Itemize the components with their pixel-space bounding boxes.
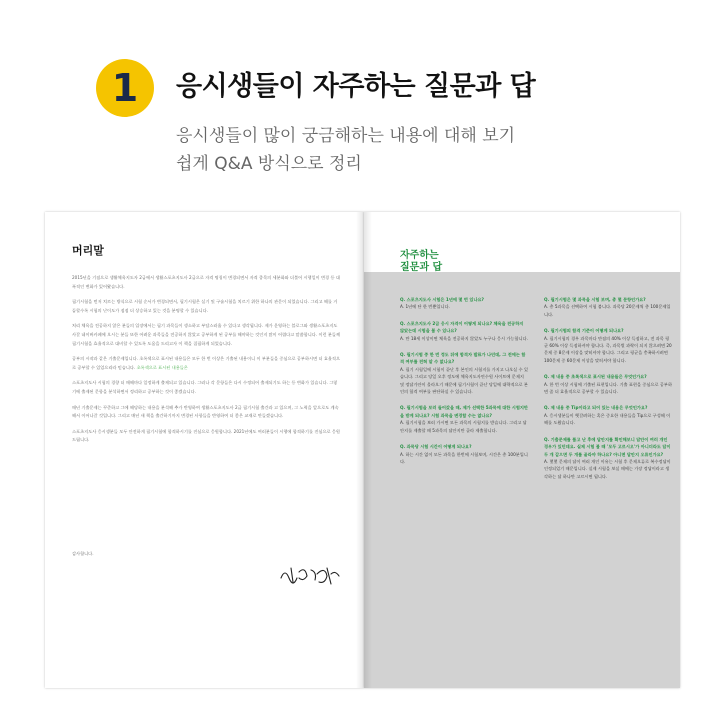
qa-column-left (400, 296, 528, 474)
section-number: 1 (111, 66, 139, 110)
qa-answer: A. 필기 시험일에 시험이 끝난 후 본인의 시험지를 가지고 나오실 수 있습니다. 그리고 당일 오후 정도에 체육지도자연수원 사이트에 문제지 및 정답가안이 올라오기 때문에 필기시험이 끝난 당일에 대략적으로 본인의 합격 여부를 판단하실 수 있습니다. (400, 366, 528, 395)
qa-answer: A. 필기시험을 보러 가시면 모든 과목의 시험지를 받습니다. 그리고 답안지를 제출할 때 5과목의 답안지만 골라 제출합니다. (400, 420, 527, 433)
qa-question: Q. 과목당 시험 시간이 어떻게 되나요? (400, 444, 472, 450)
qa-title-line: 질문과 답 (400, 262, 443, 273)
qa-question: Q. 필기시험은 몇 과목을 시험 보며, 총 몇 문항인가요? (544, 297, 646, 302)
preface-page (45, 212, 364, 688)
preface-paragraph: 처리 체육을 전공하지 않은 분들의 입장에서는 필기 과목들이 생소하고 부담스러울 수 있다고 생각됩니다. 제가 운영하는 블로그와 생활스포츠지도사갈 네이버카페에 오시는 분들 또한 어려운 과목들을 전공하지 않았고 공부하게 된 공부를 해야하는 것인지 많이 어렵다고 말씀합니다. 이런 분들께 필기시험을 효율적으로 대비할 수 있도록 도움을 드리고자 이 책을 집필하게 되었습니다. (72, 323, 341, 346)
preface-paragraph: 스포츠지도사 응시생분들 모두 안전하게 필기시험에 합격하시기를 진심으로 응원합니다. 2021년에도 여러분들이 시행에 합격하기를 진심으로 응원드립니다. (72, 428, 340, 443)
qa-answer: A. 응시생분들이 헷갈려하는 혹은 중요한 내용들을 Tip으로 구성해 이해를 도왔습니다. (544, 412, 671, 426)
book-spread (45, 212, 680, 688)
qa-question: Q. 제 내용 중 초록색으로 표시된 내용들은 무엇인가요? (544, 374, 647, 380)
preface-closing: 감사합니다. (72, 551, 94, 556)
page-gutter (356, 212, 372, 688)
preface-paragraph: 2015년을 기점으로 생활체육지도자 2급에서 생활스포츠지도사 2급으로 자격 명칭이 변경되면서 자격 종목의 세분화와 더불어 시행일이 변경 등 대폭적인 변화가 있어왔습니다. (72, 275, 340, 289)
qa-question: Q. 필기시험의 합격 기준이 어떻게 되나요? (544, 328, 624, 334)
qa-item (544, 404, 672, 426)
qa-question: Q. 제 내용 중 Tip이라고 되어 있는 내용은 무엇인가요? (544, 405, 648, 411)
qa-answer: A. 한 번 이상 시험에 기출된 표현입니다. 기출 표현을 중심으로 공부하면 좀 더 효율적으로 공부할 수 있습니다. (544, 381, 672, 395)
qa-answer: A. 만 18세 이상이면 체육을 전공하지 않았도 누구나 응시 가능합니다. (400, 335, 528, 341)
section-subtitle (176, 122, 515, 178)
qa-question: Q. 스포츠지도사 2급 응시 자격이 어떻게 되나요? 체육을 전공하지 않았는데 시험을 볼 수 있나요? (400, 320, 524, 334)
section-number-badge (96, 59, 154, 117)
qa-answer: A. 하는 시간 없이 모든 과목을 한번에 시험보며, 시간은 총 100분입니다. (400, 451, 528, 464)
qa-column-right (544, 296, 672, 489)
author-signature-image (277, 560, 341, 590)
subtitle-line: 응시생들이 많이 궁금해하는 내용에 대해 보기 (176, 126, 516, 146)
qa-item (400, 404, 528, 434)
preface-paragraph: 공부의 시작과 같은 기출문제입니다. 초록색으로 표시된 내용들은 모두 한 번 이상은 기출된 내용이니 이 부분들을 중심으로 공부하시면 더 효율적으로 공부할 수 있었으리라 믿습니다. (72, 356, 341, 370)
qa-answer: A. 몇몇 문제의 답이 여러 개인 이유는 시험 후 문제오류로 복수정답이 인정되었기 때문입니다. 실제 시험을 보실 때에는 가장 정답이라고 생각하는 답 하나만 고르시면 됩니다. (544, 458, 671, 479)
preface-highlight: 초록색으로 표시된 내용들은 (136, 364, 188, 370)
subtitle-line: 쉽게 Q&A 방식으로 정리 (176, 154, 362, 174)
qa-title-line: 자주하는 (400, 250, 439, 261)
qa-item (544, 327, 672, 364)
preface-paragraph: 스포츠지도사 시험의 경향 더 매해마다 일정하게 출제되고 있습니다. 그러나 각 문항들은 다시 수정되어 출제되기도 하는 등 변화가 있습니다. 그렇기에 출제된 문항을 분석하면서 정리하고 공부하는 것이 좋겠습니다. (72, 380, 338, 394)
qa-page (364, 212, 680, 688)
preface-paragraph: 필기시험을 먼저 치르는 방식으로 시험 순서가 변경되면서, 필기시험은 실기 및 구술시험을 치르기 위한 하나의 관문이 되었습니다. 그리고 해를 거듭할수록 시험의 난이도가 점점 더 상승하고 있는 것을 분명할 수 있습니다. (72, 299, 338, 313)
section-title: 응시생들이 자주하는 질문과 답 (176, 71, 536, 102)
qa-item (544, 436, 672, 480)
qa-page-title (400, 250, 442, 274)
qa-answer: A. 필기시험의 경우 과목마다 만점의 40% 이상 득점하고, 전 과목 평균 60% 이상 득점하셔야 합니다. 즉, 과목별 과락이 되지 않으려면 20문제 중 8문제 이상을 맞히셔야 합니다. 그리고 평균을 충족하시려면 100문제 중 60문제 이상을 맞히셔야 합니다. (544, 335, 672, 363)
preface-body (72, 274, 340, 452)
qa-item (544, 296, 672, 318)
qa-item (400, 351, 528, 395)
preface-paragraph-highlighted (72, 355, 340, 372)
qa-item (400, 320, 528, 342)
preface-paragraph: 매년 기출문제는 꾸준하고 그에 해당하는 내용을 분석해 추가 반영하여 생활스포츠지도사 2급 필기시험 출간과 고 있으며, 그 노력을 앞으로도 계속해서 이어나갈 것입니다. 그리고 매년 새 책을 출간하기까지 변경된 사항들을 반영하여 더 좋은 교재로 만들겠습니다. (72, 404, 339, 419)
qa-answer: A. 1년에 단 한 번뿐입니다. (400, 304, 450, 310)
qa-item (400, 296, 528, 311)
preface-title: 머리말 (72, 244, 104, 257)
qa-question: Q. 필기시험 중 한 번 정도 뒤에 합격자 발표가 나던데, 그 전에는 합격 여부를 전혀 알 수 없나요? (400, 352, 526, 365)
qa-question: Q. 스포츠지도사 시험은 1년에 몇 번 있나요? (400, 297, 484, 302)
qa-question: Q. 기출문제를 풀고 난 후에 답안지를 확인해보니 답안이 여러 개인 경우가 있던데요. 실제 시험 볼 때 '모두 고르시오'가 아니더라도 답이 두 개 같으면 두 개를 골라야 하나요? 아니면 답안지 오류인가요? (544, 436, 671, 457)
qa-question: Q. 필기시험을 보러 들어갔을 때, 제가 선택한 5과목에 대한 시험지만을 받게 되나요? 시험 과목을 변경할 수는 없나요? (400, 405, 528, 418)
qa-item (400, 443, 528, 465)
qa-item (544, 373, 672, 395)
qa-answer: A. 총 5과목을 선택하여 시험 봅니다. 과목당 20문제씩 총 100문제입니다. (544, 304, 671, 317)
